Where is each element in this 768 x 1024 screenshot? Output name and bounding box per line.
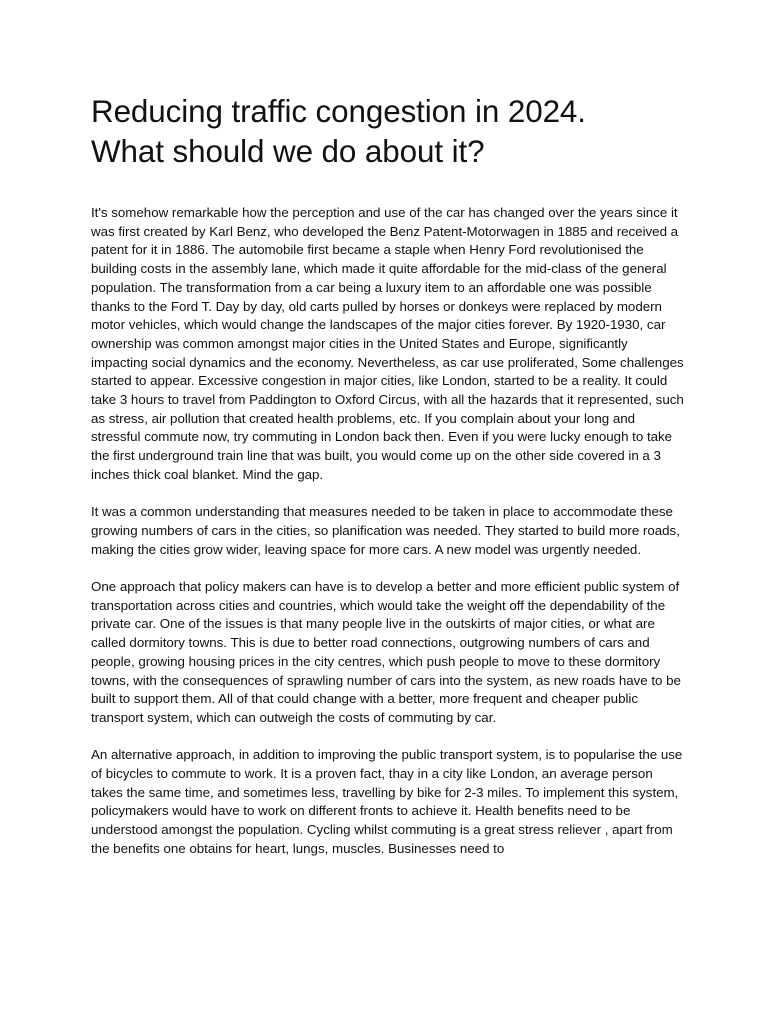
- title-line-2: What should we do about it?: [91, 134, 485, 169]
- paragraph-history: It's somehow remarkable how the perception and use of the car has changed over the years since it was first created by Karl Benz, who developed the Benz Patent-Motorwagen in 1885 and received a patent for it in 1886. The automobile first became a staple when Henry Ford revolutionised the building costs in the assembly lane, which made it quite affordable for the mid-class of the general population. The transformation from a car being a luxury item to an affordable one was possible thanks to the Ford T. Day by day, old carts pulled by horses or donkeys were replaced by modern motor vehicles, which would change the landscapes of the major cities forever. By 1920-1930, car ownership was common amongst major cities in the United States and Europe, significantly impacting social dynamics and the economy. Nevertheless, as car use proliferated, Some challenges started to appear. Excessive congestion in major cities, like London, started to be a reality. It could take 3 hours to travel from Paddington to Oxford Circus, with all the hazards that it represented, such as stress, air pollution that created health problems, etc. If you complain about your long and stressful commute now, try commuting in London back then. Even if you were lucky enough to take the first underground train line that was built, you would come up on the other side covered in a 3 inches thick coal blanket. Mind the gap.: [91, 205, 684, 482]
- title-line-1: Reducing traffic congestion in 2024.: [91, 94, 586, 129]
- paragraph-cycling: An alternative approach, in addition to improving the public transport system, is to popularise the use of bicycles to commute to work. It is a proven fact, thay in a city like London, an average person takes the same time, and sometimes less, travelling by bike for 2-3 miles. To implement this system, policymakers would have to work on different fronts to achieve it. Health benefits need to be understood amongst the population. Cycling whilst commuting is a great stress reliever , apart from the benefits one obtains for heart, lungs, muscles. Businesses need to: [91, 747, 683, 856]
- paragraph-planning: It was a common understanding that measures needed to be taken in place to accommodate these growing numbers of cars in the cities, so planification was needed. They started to build more roads, making the cities grow wider, leaving space for more cars. A new model was urgently needed.: [91, 504, 680, 557]
- document-title: [91, 92, 686, 172]
- document-body: [91, 204, 686, 859]
- document-content: [91, 92, 686, 877]
- paragraph-public-transport: One approach that policy makers can have is to develop a better and more efficient public system of transportation across cities and countries, which would take the weight off the dependability of the private car. One of the issues is that many people live in the outskirts of major cities, or what are called dormitory towns. This is due to better road connections, outgrowing numbers of cars and people, growing housing prices in the city centres, which push people to move to these dormitory towns, with the consequences of sprawling number of cars into the system, as new roads have to be built to support them. All of that could change with a better, more frequent and cheaper public transport system, which can outweigh the costs of commuting by car.: [91, 579, 681, 725]
